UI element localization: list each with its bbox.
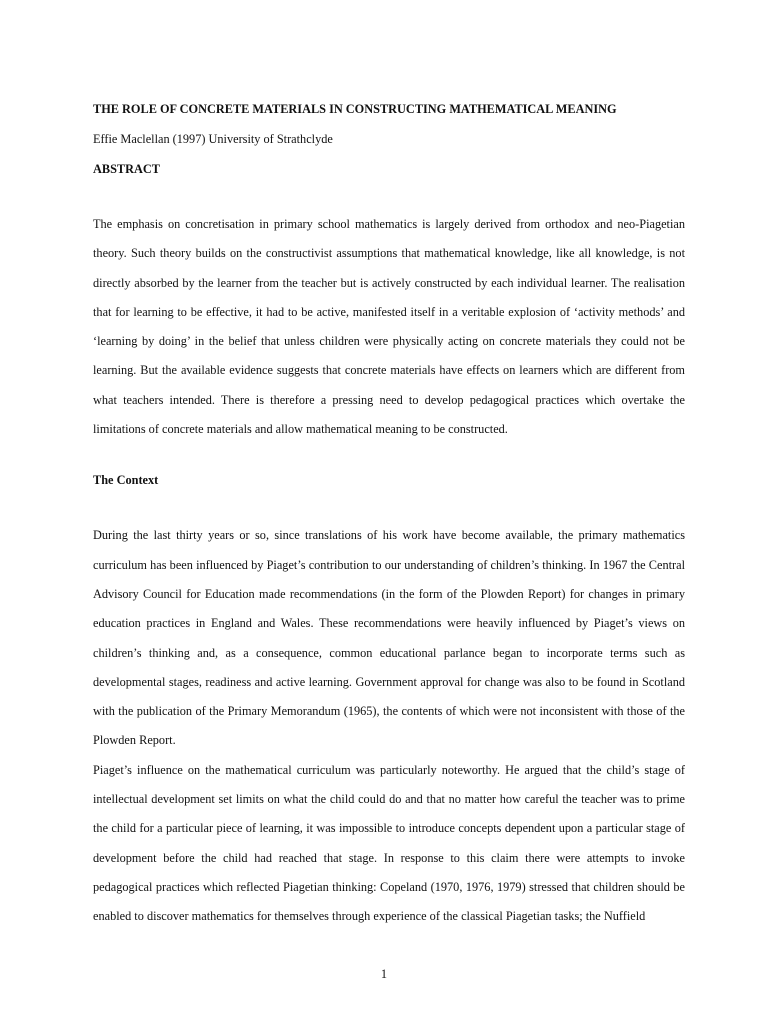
context-paragraph-2: Piaget’s influence on the mathematical curriculum was particularly noteworthy. He argued that the child’s stage of intellectual development set limits on what the child could do and that no matter how careful the teacher was to prime the child for a particular piece of learning, it was impossible to introduce concepts dependent upon a particular stage of development before the child had reached that stage. In response to this claim there were attempts to invoke pedagogical practices which reflected Piagetian thinking: Copeland (1970, 1976, 1979) stressed that children should be enabled to discover mathematics for themselves through experience of the classical Piagetian tasks; the Nuffield — [93, 762, 685, 924]
page-content — [93, 101, 685, 932]
author-line: Effie Maclellan (1997) University of Strathclyde — [93, 132, 333, 146]
abstract-heading: ABSTRACT — [93, 162, 160, 176]
context-heading: The Context — [93, 473, 159, 488]
page-number: 1 — [380, 967, 388, 981]
abstract-paragraph: The emphasis on concretisation in primary school mathematics is largely derived from orthodox and neo-Piagetian theory. Such theory builds on the constructivist assumptions that mathematical knowledge, like all knowledge, is not directly absorbed by the learner from the teacher but is actively constructed by each individual learner. The realisation that for learning to be effective, it had to be active, manifested itself in a veritable explosion of ‘activity methods’ and ‘learning by doing’ in the belief that unless children were physically acting on concrete materials they could not be learning. But the available evidence suggests that concrete materials have effects on learners which are different from what teachers intended. There is therefore a pressing need to develop pedagogical practices which overtake the limitations of concrete materials and allow mathematical meaning to be constructed. — [93, 217, 685, 437]
context-paragraph-1: During the last thirty years or so, since translations of his work have become available, the primary mathematics curriculum has been influenced by Piaget’s contribution to our understanding of children’s thinking. In 1967 the Central Advisory Council for Education made recommendations (in the form of the Plowden Report) for changes in primary education practices in England and Wales. These recommendations were heavily influenced by Piaget’s views on children’s thinking and, as a consequence, common educational parlance began to incorporate terms such as developmental stages, readiness and active learning. Government approval for change was also to be found in Scotland with the publication of the Primary Memorandum (1965), the contents of which were not inconsistent with those of the Plowden Report. — [93, 528, 685, 748]
paper-title: THE ROLE OF CONCRETE MATERIALS IN CONSTRUCTING MATHEMATICAL MEANING — [93, 102, 617, 116]
